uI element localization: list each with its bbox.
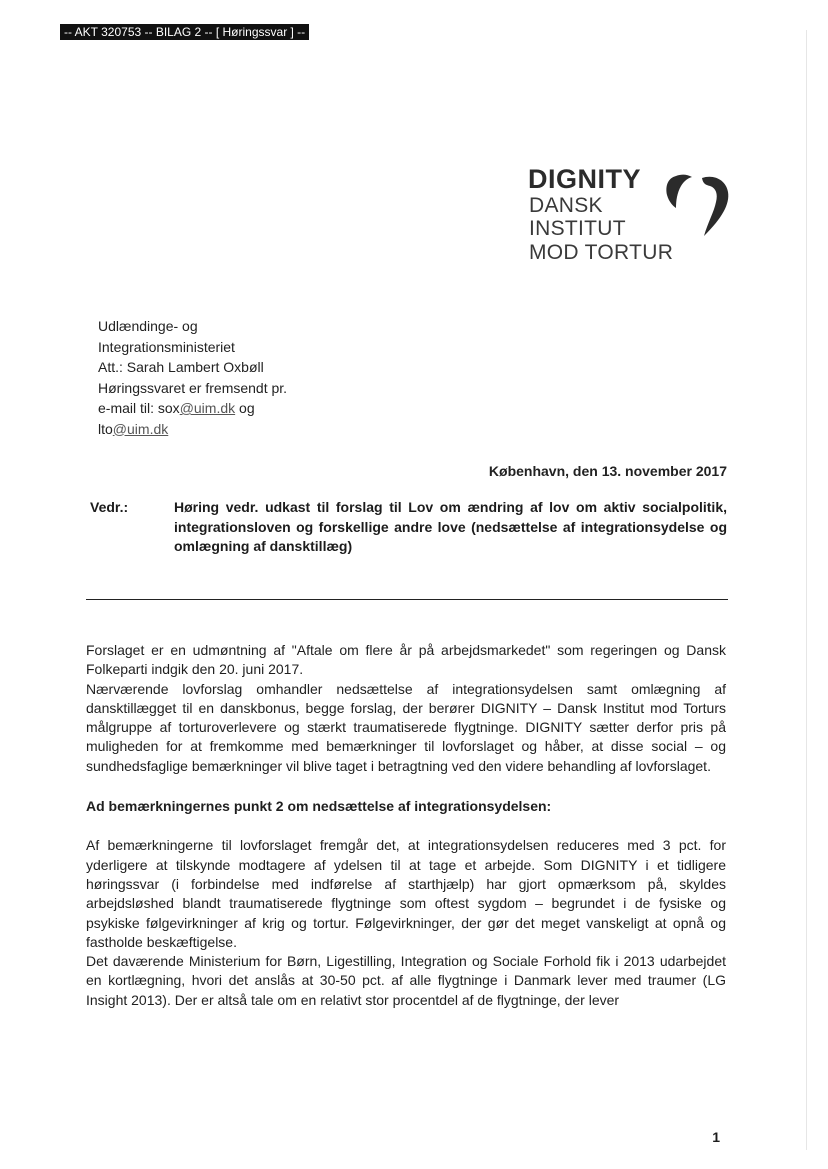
logo-line-3: MOD TORTUR bbox=[529, 241, 674, 264]
address-line-2: Integrationsministeriet bbox=[98, 338, 235, 355]
email-link-lto[interactable]: @uim.dk bbox=[112, 420, 169, 437]
paragraph-2: Nærværende lovforslag omhandler nedsættelse af integrationsydelsen samt omlægning af dansktillægget til en danskbonus, begge forslag, der berører DIGNITY – Dansk Institut mod Torturs målgruppe af torturoverlevere og stærkt traumatiserede flygtninge. DIGNITY sætter derfor pris på muligheden for at fremkomme med bemærkninger til lovforslaget og håber, at disse social – og sundhedsfaglige bemærkninger vil blive taget i betragtning ved den videre behandling af lovforslaget. bbox=[86, 680, 726, 774]
dignity-logo bbox=[528, 164, 738, 274]
email-prefix-lto: lto bbox=[98, 420, 113, 437]
address-line-6 bbox=[98, 419, 358, 440]
email-prefix: e-mail til: sox bbox=[98, 400, 180, 416]
logo-line-1: DANSK bbox=[529, 194, 603, 217]
paragraph-1: Forslaget er en udmøntning af "Aftale om flere år på arbejdsmarkedet" som regeringen og Dansk Folkeparti indgik den 20. juni 2017. bbox=[86, 642, 726, 678]
recipient-address bbox=[98, 316, 358, 439]
subject-label: Vedr.: bbox=[90, 499, 129, 515]
paragraph-3: Af bemærkningerne til lovforslaget fremgår det, at integrationsydelsen reduceres med 3 pct. for yderligere at tilskynde modtagere af ydelsen til at tage et arbejde. Som DIGNITY i et tidligere høringssvar (i forbindelse med indførelse af starthjælp) har gjort opmærksom på, skyldes arbejdsløshed blandt traumatiserede flygtninge som oftest sygdom – begrundet i de fysiske og psykiske følgevirkninger af krig og tortur. Følgevirkninger, der gør det meget vanskeligt at opnå og fastholde beskæftigelse. bbox=[86, 837, 726, 950]
logo-name: DIGNITY bbox=[528, 164, 642, 194]
divider-rule bbox=[86, 599, 728, 600]
logo-line-2: INSTITUT bbox=[529, 217, 626, 240]
section-heading: Ad bemærkningernes punkt 2 om nedsættelse af integrationsydelsen: bbox=[86, 798, 552, 815]
address-line-4: Høringssvaret er fremsendt pr. bbox=[98, 379, 288, 396]
email-link-sox[interactable]: @uim.dk bbox=[179, 400, 236, 416]
page-edge-shadow bbox=[806, 30, 807, 1150]
address-line-1: Udlændinge- og bbox=[98, 318, 198, 334]
letter-body bbox=[86, 641, 726, 1010]
address-line-3: Att.: Sarah Lambert Oxbøll bbox=[98, 359, 264, 375]
subject-text: Høring vedr. udkast til forslag til Lov om ændring af lov om aktiv socialpolitik, integrationsloven og forskellige andre love (nedsættelse af integrationsydelse og omlægning af dansktillæg) bbox=[174, 499, 727, 554]
date-line: København, den 13. november 2017 bbox=[488, 463, 727, 479]
dignity-mark-icon bbox=[662, 168, 734, 238]
email-suffix: og bbox=[235, 400, 255, 416]
page-number: 1 bbox=[712, 1129, 720, 1145]
document-stamp: -- AKT 320753 -- BILAG 2 -- [ Høringssvar ] -- bbox=[60, 24, 309, 40]
paragraph-4: Det daværende Ministerium for Børn, Ligestilling, Integration og Sociale Forhold fik i 2013 udarbejdet en kortlægning, hvori det anslås at 30-50 pct. af alle flygtninge i Danmark lever med traumer (LG Insight 2013). Der er altså tale om en relativt stor procentdel af de flygtninge, der lever bbox=[86, 953, 726, 1008]
address-line-5 bbox=[98, 398, 358, 419]
